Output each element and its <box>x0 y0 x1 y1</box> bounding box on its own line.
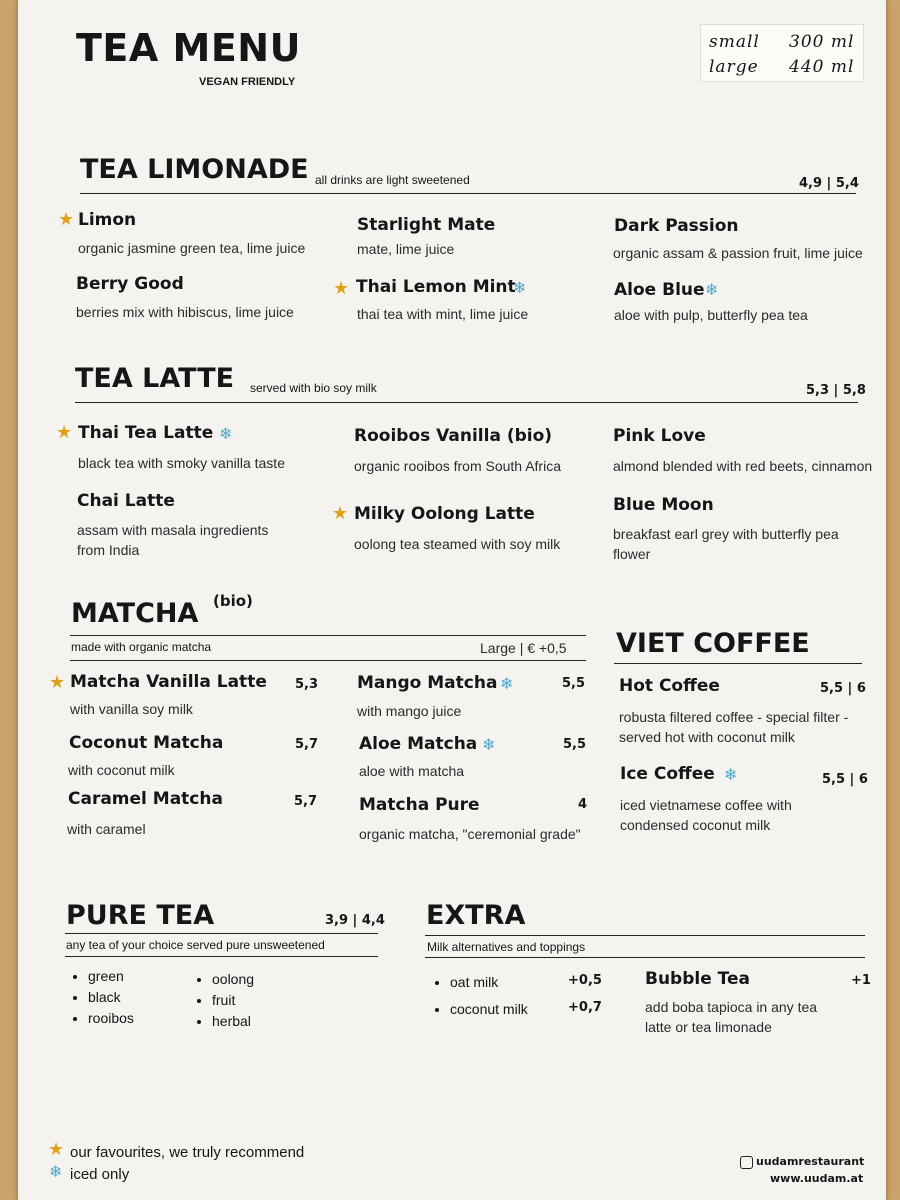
instagram-handle[interactable] <box>740 1155 865 1171</box>
website-link[interactable]: www.uudam.at <box>770 1172 864 1185</box>
menu-item-desc: with caramel <box>67 821 146 837</box>
pure-note: any tea of your choice served pure unsweetened <box>66 938 325 952</box>
list-item: • herbal <box>212 1011 254 1032</box>
menu-item-desc: organic assam & passion fruit, lime juice <box>613 245 863 261</box>
snowflake-icon: ❄ <box>219 426 233 443</box>
menu-item-desc: almond blended with red beets, cinnamon <box>613 458 873 474</box>
menu-item-price: 5,5 | 6 <box>820 681 866 696</box>
menu-item-desc: oolong tea steamed with soy milk <box>354 536 561 552</box>
extra-milk-list <box>430 969 640 1023</box>
menu-item-name: Matcha Pure <box>359 795 480 815</box>
pure-divider-bottom <box>65 956 378 957</box>
star-icon: ★ <box>48 1139 65 1159</box>
page-title: TEA MENU <box>76 26 301 70</box>
menu-item-name: Ice Coffee <box>620 764 715 784</box>
menu-item-desc: aloe with pulp, butterfly pea tea <box>614 307 808 323</box>
matcha-note: made with organic matcha <box>71 640 212 654</box>
latte-note: served with bio soy milk <box>250 381 377 395</box>
menu-item-name: Mango Matcha <box>357 673 498 693</box>
star-icon: ★ <box>56 422 73 442</box>
menu-item-name: Aloe Matcha <box>359 734 478 754</box>
menu-item-price: 4 <box>578 797 588 812</box>
menu-item-desc: organic rooibos from South Africa <box>354 458 561 474</box>
milk-name: oat milk <box>450 974 499 990</box>
extra-divider-bottom <box>425 957 865 958</box>
menu-item-desc: thai tea with mint, lime juice <box>357 306 529 322</box>
menu-item-desc: robusta filtered coffee - special filter - served hot with coconut milk <box>619 709 849 745</box>
menu-item-price: 5,5 | 6 <box>822 772 868 787</box>
menu-item-name: Hot Coffee <box>619 676 720 696</box>
extra-note: Milk alternatives and toppings <box>427 940 586 954</box>
menu-item-desc: with mango juice <box>357 703 462 719</box>
extra-divider-top <box>425 935 865 936</box>
matcha-title: MATCHA <box>71 598 199 629</box>
menu-item-desc: aloe with matcha <box>359 763 465 779</box>
menu-item-name: Caramel Matcha <box>68 789 223 809</box>
menu-item-desc: berries mix with hibiscus, lime juice <box>76 304 294 320</box>
pure-title: PURE TEA <box>66 900 215 931</box>
latte-price: 5,3 | 5,8 <box>806 383 866 398</box>
star-icon: ★ <box>332 503 349 523</box>
menu-item-name: Dark Passion <box>614 216 739 236</box>
menu-item-price: +1 <box>851 973 871 988</box>
instagram-icon <box>740 1156 753 1169</box>
legend-iced: iced only <box>70 1166 130 1183</box>
star-icon: ★ <box>333 278 350 298</box>
menu-item-name: Bubble Tea <box>645 969 751 989</box>
limonade-title: TEA LIMONADE <box>80 154 309 185</box>
size-small-volume: 300 ml <box>789 32 855 52</box>
snowflake-icon: ❄ <box>500 676 514 693</box>
latte-divider <box>75 402 858 403</box>
menu-item-desc: organic jasmine green tea, lime juice <box>78 240 306 256</box>
list-item <box>450 996 640 1023</box>
menu-item-name: Thai Lemon Mint <box>356 277 516 297</box>
viet-divider <box>614 663 862 664</box>
pure-tea-list-2 <box>192 969 254 1032</box>
legend-favourite: our favourites, we truly recommend <box>70 1144 305 1161</box>
matcha-bio-superscript: (bio) <box>213 592 253 610</box>
menu-item-price: 5,7 <box>295 737 319 752</box>
snowflake-icon: ❄ <box>705 282 719 299</box>
pure-divider-top <box>65 933 378 934</box>
limonade-note: all drinks are light sweetened <box>315 173 470 187</box>
menu-item-name: Thai Tea Latte <box>78 423 214 443</box>
menu-item-desc: mate, lime juice <box>357 241 455 257</box>
page-subtitle: VEGAN FRIENDLY <box>199 76 296 88</box>
list-item: • rooibos <box>88 1008 134 1029</box>
menu-item-desc: black tea with smoky vanilla taste <box>78 455 285 471</box>
menu-item-name: Blue Moon <box>613 495 714 515</box>
menu-item-desc: iced vietnamese coffee with condensed coconut milk <box>620 797 792 833</box>
limonade-divider <box>80 193 856 194</box>
menu-item-desc: with coconut milk <box>68 762 175 778</box>
extra-title: EXTRA <box>426 900 526 931</box>
milk-name: coconut milk <box>450 1001 528 1017</box>
snowflake-icon: ❄ <box>482 737 496 754</box>
menu-item-desc: breakfast earl grey with butterfly pea flower <box>613 526 839 562</box>
menu-item-name: Chai Latte <box>77 491 175 511</box>
menu-item-name: Berry Good <box>76 274 184 294</box>
star-icon: ★ <box>49 672 66 692</box>
milk-price: +0,5 <box>568 973 602 988</box>
menu-item-name: Coconut Matcha <box>69 733 224 753</box>
menu-item-desc: assam with masala ingredients from India <box>77 522 269 558</box>
menu-item-name: Aloe Blue <box>614 280 705 300</box>
star-icon: ★ <box>58 209 75 229</box>
size-large-volume: 440 ml <box>789 57 855 77</box>
menu-item-name: Starlight Mate <box>357 215 496 235</box>
snowflake-icon: ❄ <box>49 1164 63 1181</box>
snowflake-icon: ❄ <box>724 767 738 784</box>
matcha-divider-top <box>70 635 586 636</box>
latte-title: TEA LATTE <box>75 363 235 394</box>
instagram-text: uudamrestaurant <box>756 1155 865 1168</box>
size-card <box>700 24 864 82</box>
list-item: • black <box>88 987 134 1008</box>
list-item: • green <box>88 966 134 987</box>
menu-item-price: 5,5 <box>562 676 586 691</box>
menu-item-name: Limon <box>78 210 137 230</box>
list-item <box>450 969 640 996</box>
menu-item-desc: add boba tapioca in any tea latte or tea limonade <box>645 999 818 1035</box>
snowflake-icon: ❄ <box>513 280 527 297</box>
menu-item-price: 5,5 <box>563 737 587 752</box>
list-item: • oolong <box>212 969 254 990</box>
matcha-divider-bottom <box>70 660 586 661</box>
size-large-label: large <box>709 57 759 77</box>
milk-price: +0,7 <box>568 1000 602 1015</box>
menu-item-name: Milky Oolong Latte <box>354 504 535 524</box>
matcha-large-note: Large | € +0,5 <box>480 640 567 656</box>
menu-item-desc: organic matcha, "ceremonial grade" <box>359 826 581 842</box>
pure-tea-list-1 <box>68 966 134 1029</box>
limonade-price: 4,9 | 5,4 <box>799 176 859 191</box>
menu-item-name: Matcha Vanilla Latte <box>70 672 267 692</box>
menu-sheet <box>18 0 886 1200</box>
menu-item-price: 5,7 <box>294 794 318 809</box>
size-small-label: small <box>709 32 760 52</box>
menu-item-name: Pink Love <box>613 426 706 446</box>
viet-title: VIET COFFEE <box>616 628 810 659</box>
menu-item-price: 5,3 <box>295 677 319 692</box>
list-item: • fruit <box>212 990 254 1011</box>
menu-item-desc: with vanilla soy milk <box>70 701 193 717</box>
pure-price: 3,9 | 4,4 <box>325 913 385 928</box>
menu-item-name: Rooibos Vanilla (bio) <box>354 426 553 446</box>
